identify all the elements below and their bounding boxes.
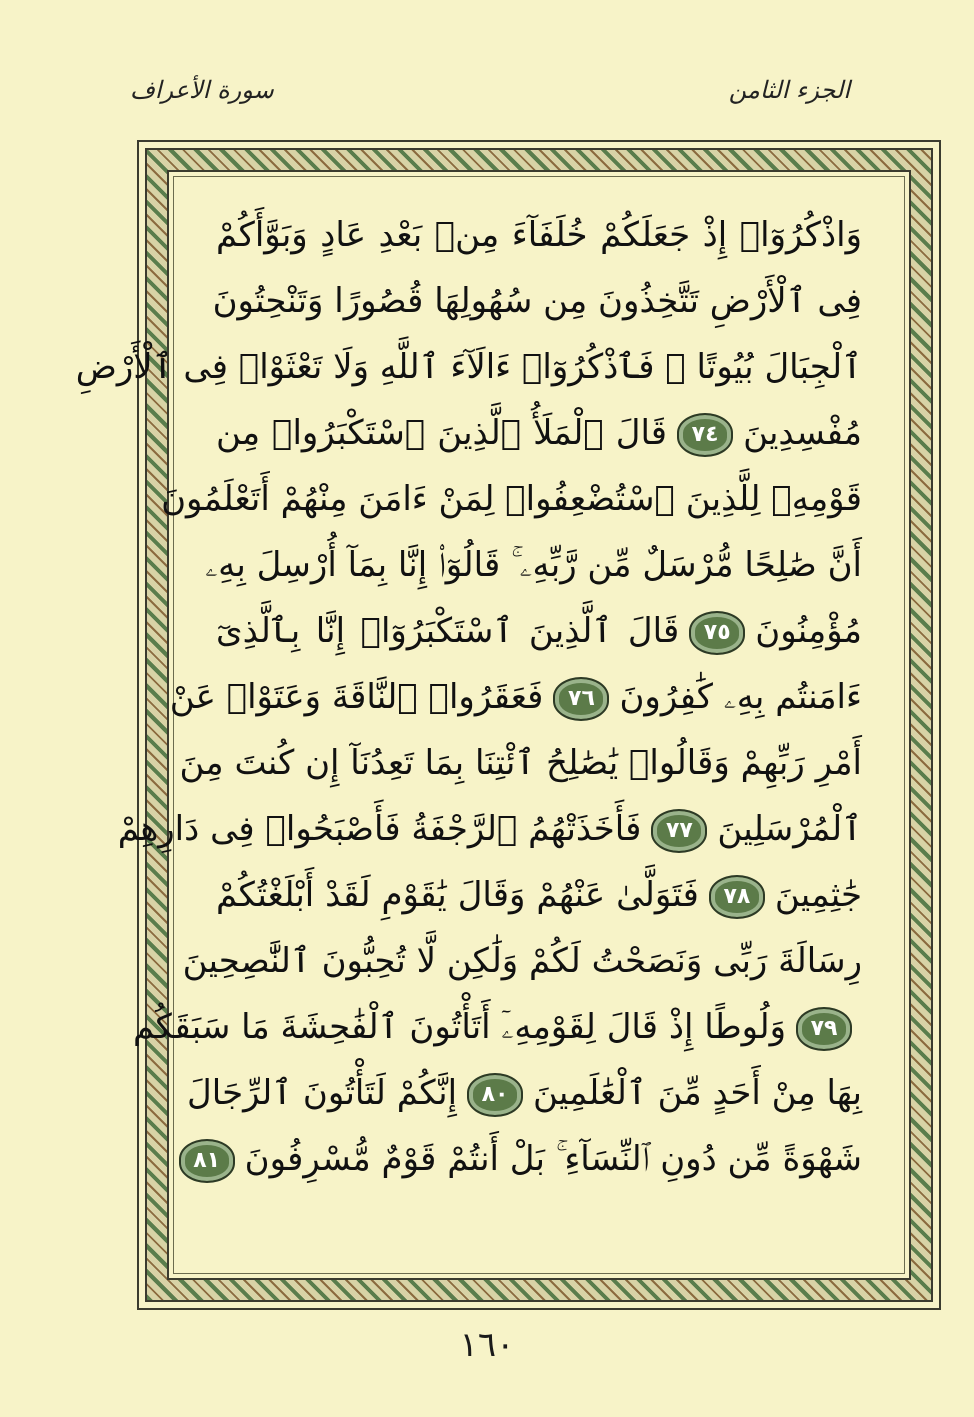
page-frame (75, 140, 941, 1310)
verse-text: إِنَّكُمْ لَتَأْتُونَ ٱلرِّجَالَ (187, 1073, 458, 1113)
verse-line (216, 207, 862, 263)
verse-text: مُفْسِدِينَ (743, 413, 862, 453)
ayah-number-marker: ٧٧ (651, 809, 707, 853)
verse-line (161, 471, 862, 527)
verse-line (216, 603, 862, 659)
verse-text: قَالَ ٱلْمَلَأُ ٱلَّذِينَ ٱسْتَكْبَرُوا۟ مِن (216, 413, 668, 453)
verse-line (216, 867, 862, 923)
verse-text: ٱلْمُرْسَلِينَ (717, 809, 862, 849)
page-number: ١٦٠ (459, 1325, 515, 1365)
verse-text: أَنَّ صَٰلِحًا مُّرْسَلٌ مِّن رَّبِّهِۦ ۚ قَالُوٓا۟ إِنَّا بِمَآ أُرْسِلَ بِهِۦ (205, 545, 862, 585)
ayah-number-marker: ٧٤ (677, 413, 733, 457)
verse-line (205, 537, 862, 593)
verse-line (179, 735, 862, 791)
verse-line (193, 1131, 862, 1187)
verse-line (216, 405, 862, 461)
verse-line (212, 273, 862, 329)
ayah-number-marker: ٧٨ (709, 875, 765, 919)
ayah-number-marker: ٨١ (179, 1139, 235, 1183)
verse-lines (75, 207, 862, 1253)
verse-text: وَلُوطًا إِذْ قَالَ لِقَوْمِهِۦٓ أَتَأْتُونَ ٱلْفَٰحِشَةَ مَا سَبَقَكُم (133, 1007, 786, 1047)
verse-text: قَوْمِهِۦ لِلَّذِينَ ٱسْتُضْعِفُوا۟ لِمَنْ ءَامَنَ مِنْهُمْ أَتَعْلَمُونَ (161, 479, 862, 519)
verse-text: مُؤْمِنُونَ (755, 611, 862, 651)
verse-line (182, 933, 862, 989)
verse-line (75, 339, 862, 395)
surah-title: سورة الأعراف (130, 76, 274, 104)
verse-text: ٱلْجِبَالَ بُيُوتًا ۖ فَٱذْكُرُوٓا۟ ءَالَآءَ ٱللَّهِ وَلَا تَعْثَوْا۟ فِى ٱلْأَرْضِ (75, 347, 862, 387)
ayah-number-marker: ٨٠ (467, 1073, 523, 1117)
verse-text: ءَامَنتُم بِهِۦ كَٰفِرُونَ (619, 677, 862, 717)
verse-text: شَهْوَةً مِّن دُونِ ٱلنِّسَآءِ ۚ بَلْ أَنتُمْ قَوْمٌ مُّسْرِفُونَ (244, 1139, 862, 1179)
verse-text: بِهَا مِنْ أَحَدٍ مِّنَ ٱلْعَٰلَمِينَ (533, 1073, 862, 1113)
verse-text: جَٰثِمِينَ (774, 875, 862, 915)
verse-line (187, 1065, 862, 1121)
verse-text: أَمْرِ رَبِّهِمْ وَقَالُوا۟ يَٰصَٰلِحُ ٱئْتِنَا بِمَا تَعِدُنَآ إِن كُنتَ مِنَ (179, 743, 862, 783)
verse-text: فَتَوَلَّىٰ عَنْهُمْ وَقَالَ يَٰقَوْمِ لَقَدْ أَبْلَغْتُكُمْ (216, 875, 699, 915)
ayah-number-marker: ٧٥ (689, 611, 745, 655)
juz-title: الجزء الثامن (728, 76, 850, 104)
verse-text: فِى ٱلْأَرْضِ تَتَّخِذُونَ مِن سُهُولِهَا قُصُورًا وَتَنْحِتُونَ (212, 281, 862, 321)
verse-line (117, 801, 862, 857)
verse-line (169, 669, 862, 725)
verse-text: رِسَالَةَ رَبِّى وَنَصَحْتُ لَكُمْ وَلَٰكِن لَّا تُحِبُّونَ ٱلنَّٰصِحِينَ (182, 941, 862, 981)
verse-line (133, 999, 862, 1055)
ayah-number-marker: ٧٦ (553, 677, 609, 721)
verse-text: فَأَخَذَتْهُمُ ٱلرَّجْفَةُ فَأَصْبَحُوا۟ فِى دَارِهِمْ (117, 809, 642, 849)
quran-text-area (75, 176, 905, 1274)
verse-text: فَعَقَرُوا۟ ٱلنَّاقَةَ وَعَتَوْا۟ عَنْ (169, 677, 544, 717)
verse-text: قَالَ ٱلَّذِينَ ٱسْتَكْبَرُوٓا۟ إِنَّا بِٱلَّذِىٓ (216, 611, 680, 651)
verse-text: وَاذْكُرُوٓا۟ إِذْ جَعَلَكُمْ خُلَفَآءَ مِنۢ بَعْدِ عَادٍ وَبَوَّأَكُمْ (216, 215, 862, 255)
ayah-number-marker: ٧٩ (796, 1007, 852, 1051)
page-header (130, 70, 850, 110)
